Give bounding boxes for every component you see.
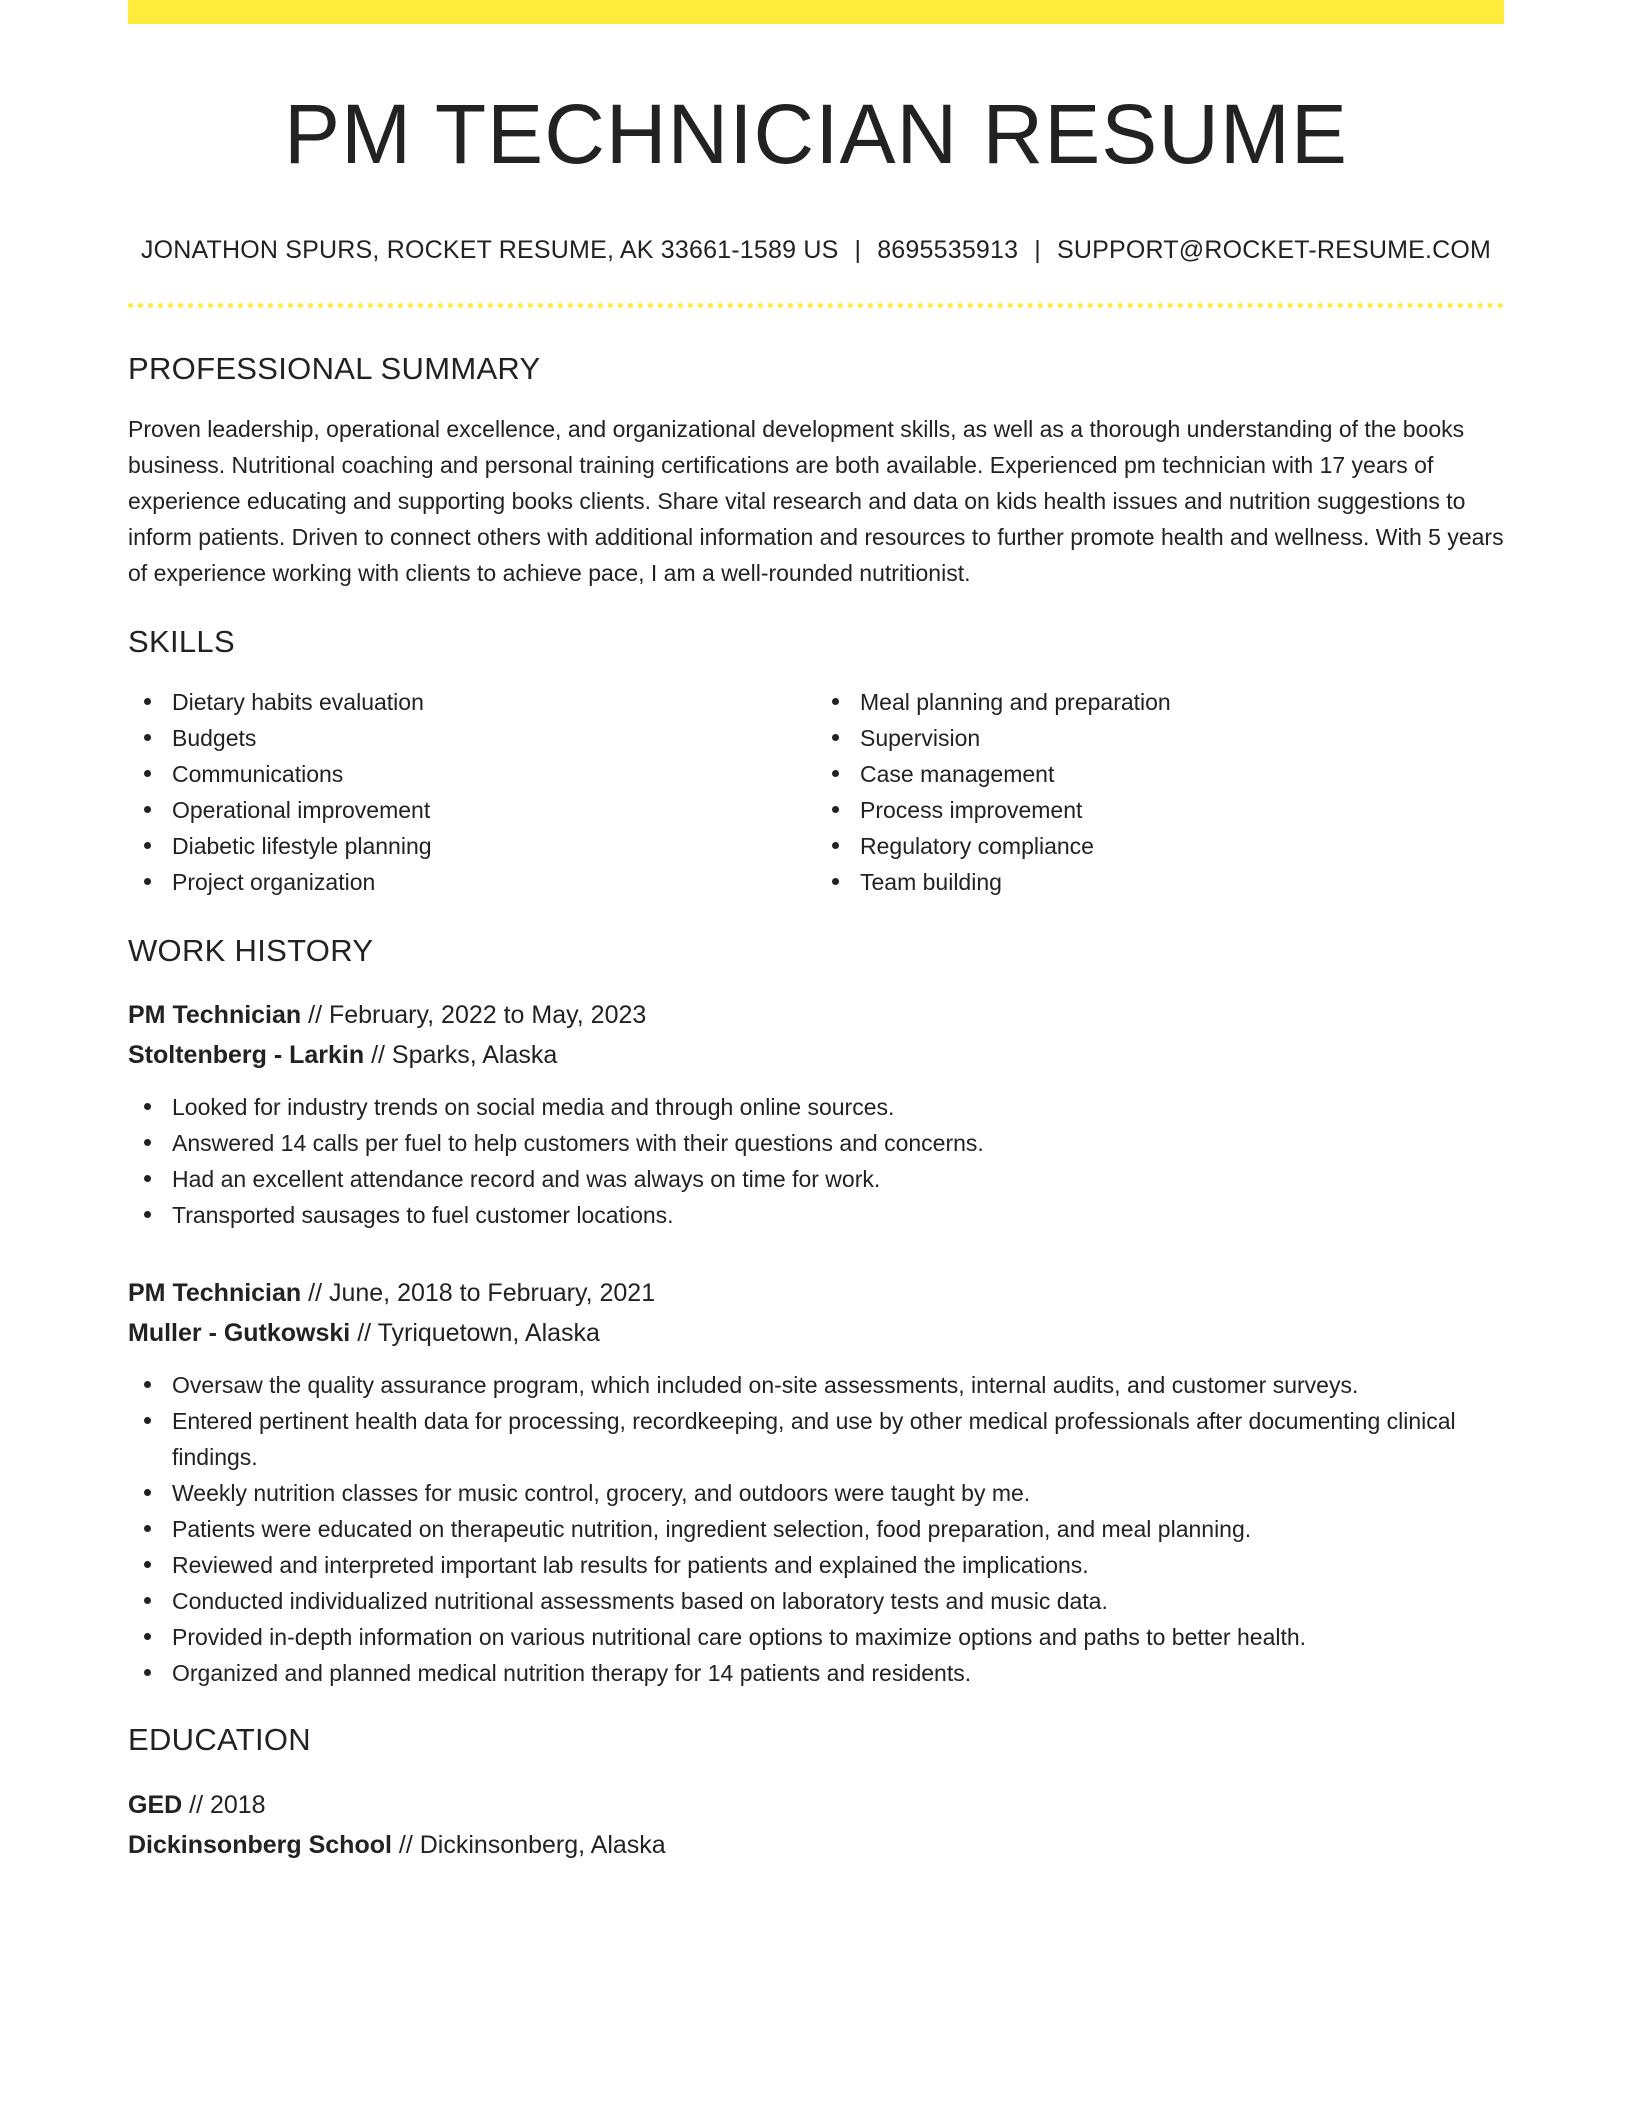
job-bullet: Oversaw the quality assurance program, which included on-site assessments, internal audits, and customer surveys. bbox=[172, 1367, 1504, 1403]
job-title-line bbox=[128, 995, 1504, 1035]
education-school: Dickinsonberg School bbox=[128, 1830, 392, 1859]
job-bullet: Patients were educated on therapeutic nutrition, ingredient selection, food preparation, and meal planning. bbox=[172, 1511, 1504, 1547]
job-bullet: Organized and planned medical nutrition therapy for 14 patients and residents. bbox=[172, 1655, 1504, 1691]
job-bullet: Reviewed and interpreted important lab results for patients and explained the implications. bbox=[172, 1547, 1504, 1583]
job-title: PM Technician bbox=[128, 1001, 302, 1030]
job-location: // Sparks, Alaska bbox=[364, 1041, 558, 1070]
skill-item: Regulatory compliance bbox=[860, 828, 1504, 864]
skills-grid bbox=[128, 684, 1504, 900]
skill-item: Process improvement bbox=[860, 792, 1504, 828]
dotted-divider bbox=[128, 303, 1504, 308]
job-bullet: Weekly nutrition classes for music control, grocery, and outdoors were taught by me. bbox=[172, 1475, 1504, 1511]
summary-text: Proven leadership, operational excellence, and organizational development skills, as well as a thorough understanding of the books business. Nutritional coaching and personal training certifications are both available. Experienced pm technician with 17 years of experience educating and supporting books clients. Share vital research and data on kids health issues and nutrition suggestions to inform patients. Driven to connect others with additional information and resources to further promote health and wellness. With 5 years of experience working with clients to achieve pace, I am a well-rounded nutritionist. bbox=[128, 415, 1504, 586]
resume-page bbox=[128, 0, 1504, 1865]
education-location: // Dickinsonberg, Alaska bbox=[391, 1830, 666, 1859]
skill-item: Meal planning and preparation bbox=[860, 684, 1504, 720]
job-bullet: Provided in-depth information on various nutritional care options to maximize options and paths to better health. bbox=[172, 1619, 1504, 1655]
job-title: PM Technician bbox=[128, 1279, 302, 1308]
summary-heading: PROFESSIONAL SUMMARY bbox=[128, 350, 541, 386]
education-degree-line bbox=[128, 1785, 1504, 1825]
skill-item: Supervision bbox=[860, 720, 1504, 756]
skills-heading: SKILLS bbox=[128, 623, 235, 659]
job-company-line bbox=[128, 1313, 1504, 1353]
job-company-line bbox=[128, 1035, 1504, 1075]
job-location: // Tyriquetown, Alaska bbox=[350, 1319, 600, 1348]
skill-item: Communications bbox=[172, 756, 816, 792]
job-company: Muller - Gutkowski bbox=[128, 1319, 351, 1348]
job-dates: // June, 2018 to February, 2021 bbox=[301, 1279, 656, 1308]
contact-address: JONATHON SPURS, ROCKET RESUME, AK 33661-1589 US bbox=[140, 235, 839, 264]
job-bullet: Conducted individualized nutritional assessments based on laboratory tests and music data. bbox=[172, 1583, 1504, 1619]
work-history-heading: WORK HISTORY bbox=[128, 933, 374, 969]
job-bullet: Answered 14 calls per fuel to help customers with their questions and concerns. bbox=[172, 1125, 1504, 1161]
education-school-line bbox=[128, 1825, 1504, 1865]
contact-line bbox=[128, 235, 1504, 265]
job-bullet: Entered pertinent health data for processing, recordkeeping, and use by other medical professionals after documenting clinical findings. bbox=[172, 1403, 1504, 1475]
job-bullet: Had an excellent attendance record and was always on time for work. bbox=[172, 1161, 1504, 1197]
contact-separator: | bbox=[854, 235, 862, 264]
skill-item: Dietary habits evaluation bbox=[172, 684, 816, 720]
skills-column-left bbox=[128, 684, 816, 900]
contact-separator: | bbox=[1034, 235, 1041, 264]
job-bullets bbox=[128, 1089, 1504, 1233]
skill-item: Diabetic lifestyle planning bbox=[172, 828, 816, 864]
job-bullets bbox=[128, 1367, 1504, 1691]
skill-item: Budgets bbox=[172, 720, 816, 756]
job-dates: // February, 2022 to May, 2023 bbox=[301, 1001, 647, 1030]
job-title-line bbox=[128, 1273, 1504, 1313]
accent-top-bar bbox=[128, 0, 1504, 24]
job-bullet: Looked for industry trends on social media and through online sources. bbox=[172, 1089, 1504, 1125]
job-bullet: Transported sausages to fuel customer locations. bbox=[172, 1197, 1504, 1233]
education-year: // 2018 bbox=[182, 1790, 266, 1819]
resume-title: PM TECHNICIAN RESUME bbox=[284, 87, 1348, 181]
education-heading: EDUCATION bbox=[128, 1722, 311, 1758]
skill-item: Operational improvement bbox=[172, 792, 816, 828]
job-company: Stoltenberg - Larkin bbox=[128, 1041, 365, 1070]
contact-email: SUPPORT@ROCKET-RESUME.COM bbox=[1056, 235, 1492, 264]
skill-item: Project organization bbox=[172, 864, 816, 900]
education-degree: GED bbox=[128, 1790, 183, 1819]
contact-phone: 8695535913 bbox=[877, 235, 1019, 264]
skill-item: Team building bbox=[860, 864, 1504, 900]
skill-item: Case management bbox=[860, 756, 1504, 792]
skills-column-right bbox=[816, 684, 1504, 900]
